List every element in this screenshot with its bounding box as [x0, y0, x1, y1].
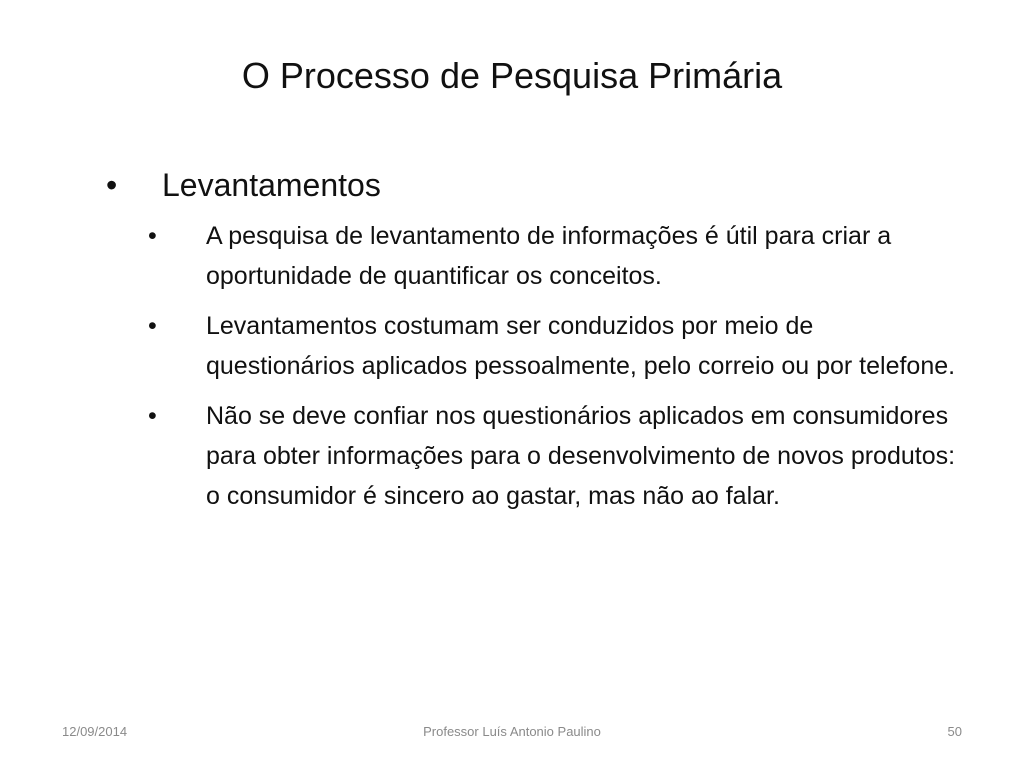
- bullet-levantamentos: [100, 160, 980, 210]
- sub-bullet-text: Não se deve confiar nos questionários aplicados em consumidores para obter informações para o desenvolvimento de novos produtos: o consumidor é sincero ao gastar, mas não ao falar.: [206, 402, 956, 510]
- section-heading: Levantamentos: [162, 167, 381, 203]
- bullet-marker: •: [148, 312, 157, 340]
- slide-content: [100, 160, 980, 526]
- sub-bullet-list: [100, 216, 980, 516]
- footer-page-number: 50: [947, 724, 962, 739]
- footer-author: Professor Luís Antonio Paulino: [423, 724, 601, 739]
- bullet-marker: •: [148, 222, 157, 250]
- sub-bullet-item: [100, 216, 966, 296]
- bullet-marker: •: [106, 167, 118, 203]
- bullet-marker: •: [148, 402, 157, 430]
- footer-date: 12/09/2014: [62, 724, 128, 739]
- sub-bullet-text: A pesquisa de levantamento de informações é útil para criar a oportunidade de quantificar os conceitos.: [206, 222, 892, 290]
- sub-bullet-item: [100, 306, 966, 386]
- sub-bullet-text: Levantamentos costumam ser conduzidos por meio de questionários aplicados pessoalmente, pelo correio ou por telefone.: [206, 312, 956, 380]
- slide-title: O Processo de Pesquisa Primária: [241, 55, 783, 96]
- sub-bullet-item: [100, 396, 966, 516]
